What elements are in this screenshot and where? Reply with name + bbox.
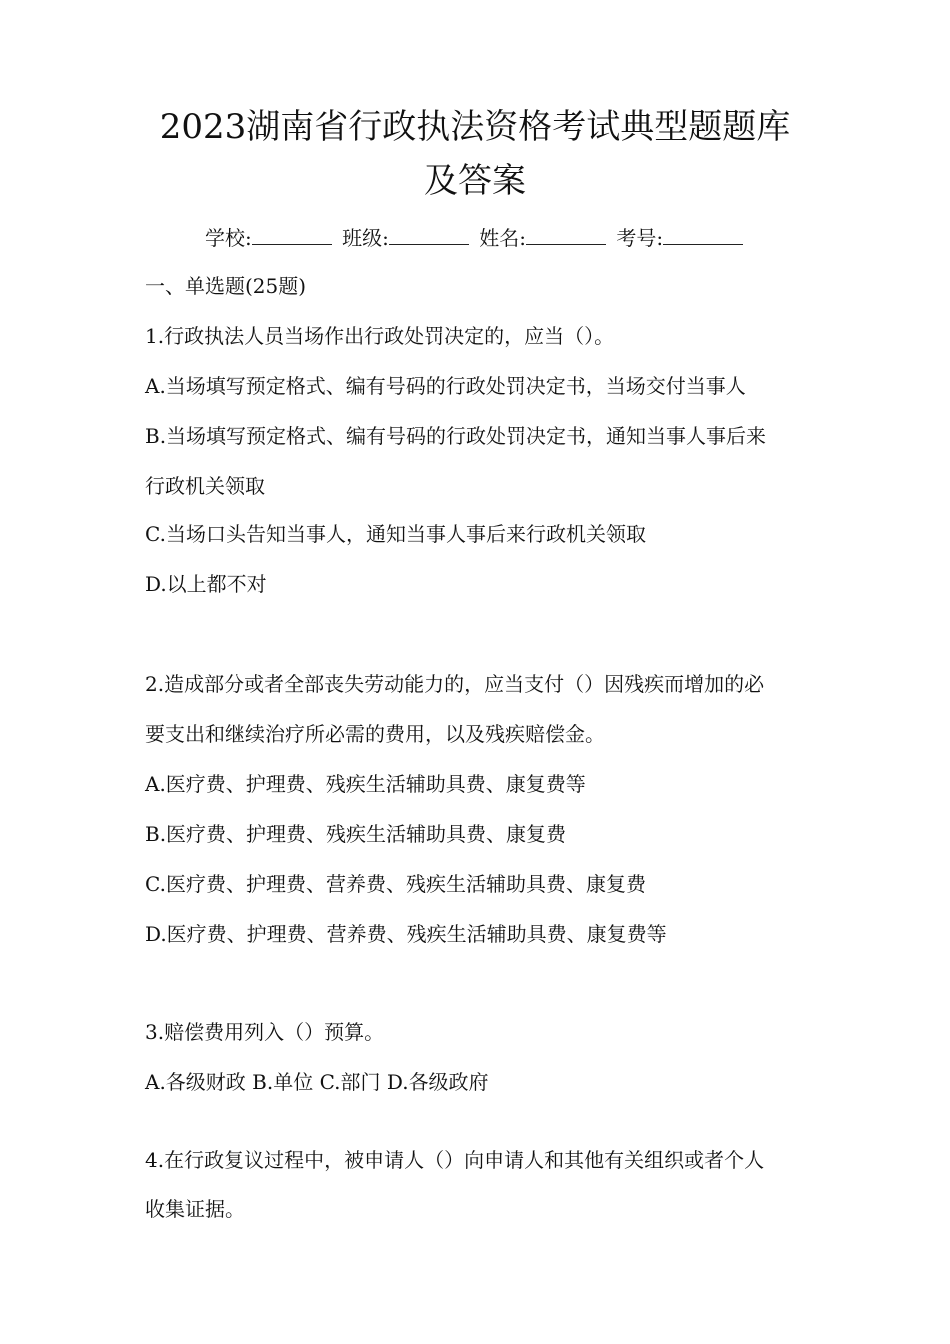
name-label: 姓名: — [479, 226, 526, 250]
question-2-option-b: B.医疗费、护理费、残疾生活辅助具费、康复费 — [145, 822, 567, 846]
document-title-line2: 及答案 — [424, 161, 526, 201]
school-label: 学校: — [205, 226, 252, 250]
student-info-row — [205, 224, 747, 252]
question-1-option-b-line1: B.当场填写预定格式、编有号码的行政处罚决定书，通知当事人事后来 — [145, 424, 767, 448]
question-1-option-a: A.当场填写预定格式、编有号码的行政处罚决定书，当场交付当事人 — [145, 374, 746, 398]
exam-number-label: 考号: — [616, 226, 664, 250]
school-blank — [252, 224, 332, 245]
class-blank — [389, 224, 469, 245]
question-2-stem-line1: 2.造成部分或者全部丧失劳动能力的，应当支付（）因残疾而增加的必 — [145, 672, 765, 696]
question-1-option-c: C.当场口头告知当事人，通知当事人事后来行政机关领取 — [145, 522, 646, 546]
question-4-stem-line2: 收集证据。 — [145, 1197, 245, 1221]
question-1-stem: 1.行政执法人员当场作出行政处罚决定的，应当（）。 — [145, 324, 615, 348]
question-2-option-a: A.医疗费、护理费、残疾生活辅助具费、康复费等 — [145, 772, 586, 796]
question-1-option-d: D.以上都不对 — [145, 572, 267, 596]
question-2-option-d: D.医疗费、护理费、营养费、残疾生活辅助具费、康复费等 — [145, 922, 667, 946]
question-1-option-b-line2: 行政机关领取 — [145, 474, 265, 498]
document-title-line1: 2023湖南省行政执法资格考试典型题题库 — [159, 107, 791, 147]
section-heading: 一、单选题(25题) — [145, 274, 307, 298]
question-4-stem-line1: 4.在行政复议过程中，被申请人（）向申请人和其他有关组织或者个人 — [145, 1148, 765, 1172]
question-3-options: A.各级财政 B.单位 C.部门 D.各级政府 — [145, 1070, 489, 1094]
question-2-stem-line2: 要支出和继续治疗所必需的费用，以及残疾赔偿金。 — [145, 722, 605, 746]
exam-number-blank — [663, 224, 743, 245]
name-blank — [526, 224, 606, 245]
question-2-option-c: C.医疗费、护理费、营养费、残疾生活辅助具费、康复费 — [145, 872, 646, 896]
question-3-stem: 3.赔偿费用列入（）预算。 — [145, 1020, 385, 1044]
class-label: 班级: — [342, 226, 389, 250]
